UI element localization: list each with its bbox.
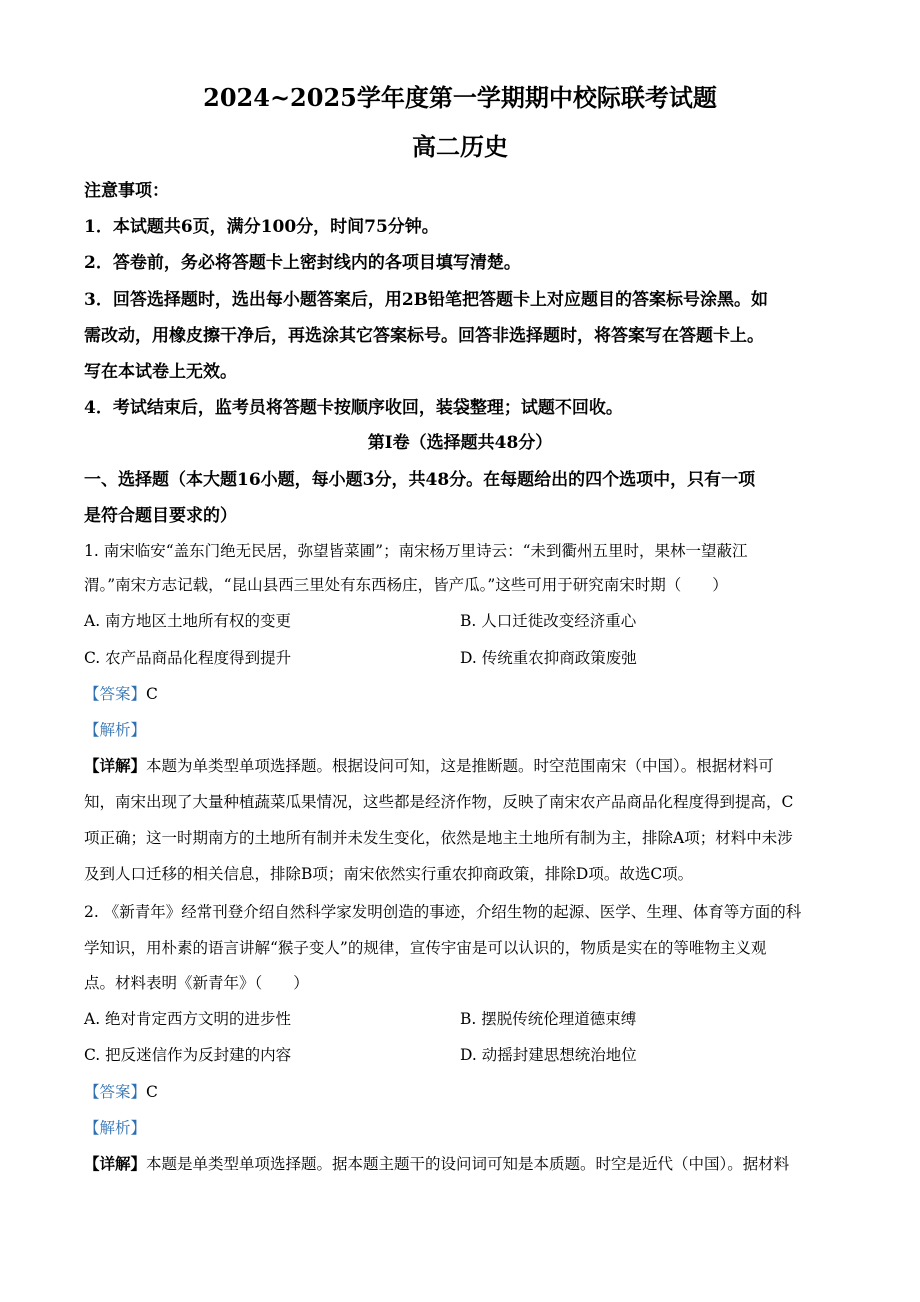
question-2-stem: 学知识，用朴素的语言讲解“猴子变人”的规律，宣传宇宙是可以认识的，物质是实在的等唯物主义观	[84, 939, 767, 957]
detail-text: 本题是单类型单项选择题。据本题主题干的设问词可知是本质题。时空是近代（中国）。据材料	[146, 1155, 790, 1173]
detail-label: 【详解】	[84, 1154, 147, 1173]
section-instruction: 一、选择题（本大题16小题，每小题3分，共48分。在每题给出的四个选项中，只有一项	[84, 470, 756, 490]
question-1-answer	[84, 682, 844, 704]
question-2-detail	[84, 1152, 844, 1174]
section-instruction: 是符合题目要求的）	[84, 506, 237, 526]
notice-line: 写在本试卷上无效。	[84, 362, 237, 382]
question-2-stem: 2. 《新青年》经常刊登介绍自然科学家发明创造的事迹，介绍生物的起源、医学、生理、体育等方面的科	[84, 903, 802, 921]
notice-heading: 注意事项：	[84, 181, 169, 201]
question-1-detail: 项正确；这一时期南方的土地所有制并未发生变化，依然是地主土地所有制为主，排除A项；材料中未涉	[84, 829, 793, 847]
notice-line: 3．回答选择题时，选出每小题答案后，用2B铅笔把答题卡上对应题目的答案标号涂黑。如	[84, 290, 769, 310]
question-1-stem: 渭。”南宋方志记载，“昆山县西三里处有东西杨庄，皆产瓜。”这些可用于研究南宋时期（ ）	[84, 576, 728, 594]
question-1-option-b: B. 人口迁徙改变经济重心	[460, 612, 637, 630]
question-1-stem: 1. 南宋临安“盖东门绝无民居，弥望皆菜圃”；南宋杨万里诗云：“未到衢州五里时，果林一望蔽江	[84, 542, 748, 560]
answer-label: 【答案】	[84, 685, 147, 703]
notice-line: 1．本试题共6页，满分100分，时间75分钟。	[84, 217, 439, 237]
question-2-option-b: B. 摆脱传统伦理道德束缚	[460, 1010, 637, 1028]
question-1-detail	[84, 754, 844, 776]
detail-text: 本题为单类型单项选择题。根据设问可知，这是推断题。时空范围南宋（中国）。根据材料可	[146, 757, 774, 775]
question-1-detail: 及到人口迁移的相关信息，排除B项；南宋依然实行重农抑商政策，排除D项。故选C项。	[84, 865, 694, 883]
question-1-option-a: A. 南方地区土地所有权的变更	[84, 612, 292, 630]
notice-line: 需改动，用橡皮擦干净后，再选涂其它答案标号。回答非选择题时，将答案写在答题卡上。	[84, 326, 764, 346]
notice-line: 2．答卷前，务必将答题卡上密封线内的各项目填写清楚。	[84, 253, 521, 273]
question-1-detail: 知，南宋出现了大量种植蔬菜瓜果情况，这些都是经济作物，反映了南宋农产品商品化程度得到提高，C	[84, 793, 794, 811]
answer-label: 【答案】	[84, 1083, 147, 1101]
question-1-option-d: D. 传统重农抑商政策废弛	[460, 649, 637, 667]
section-title: 第Ⅰ卷（选择题共48分）	[367, 433, 553, 453]
question-2-option-d: D. 动摇封建思想统治地位	[460, 1046, 637, 1064]
answer-value: C	[146, 685, 158, 703]
question-2-option-c: C. 把反迷信作为反封建的内容	[84, 1046, 292, 1064]
answer-value: C	[146, 1083, 158, 1101]
detail-label: 【详解】	[84, 756, 147, 775]
exam-title: 2024~2025学年度第一学期期中校际联考试题	[203, 83, 717, 112]
question-2-analysis-label: 【解析】	[84, 1119, 147, 1137]
question-2-stem: 点。材料表明《新青年》（ ）	[84, 974, 309, 992]
question-1-option-c: C. 农产品商品化程度得到提升	[84, 649, 292, 667]
question-2-answer	[84, 1080, 844, 1102]
notice-line: 4．考试结束后，监考员将答题卡按顺序收回，装袋整理；试题不回收。	[84, 398, 623, 418]
question-1-analysis-label: 【解析】	[84, 721, 147, 739]
exam-subject: 高二历史	[412, 132, 508, 161]
question-2-option-a: A. 绝对肯定西方文明的进步性	[84, 1010, 292, 1028]
